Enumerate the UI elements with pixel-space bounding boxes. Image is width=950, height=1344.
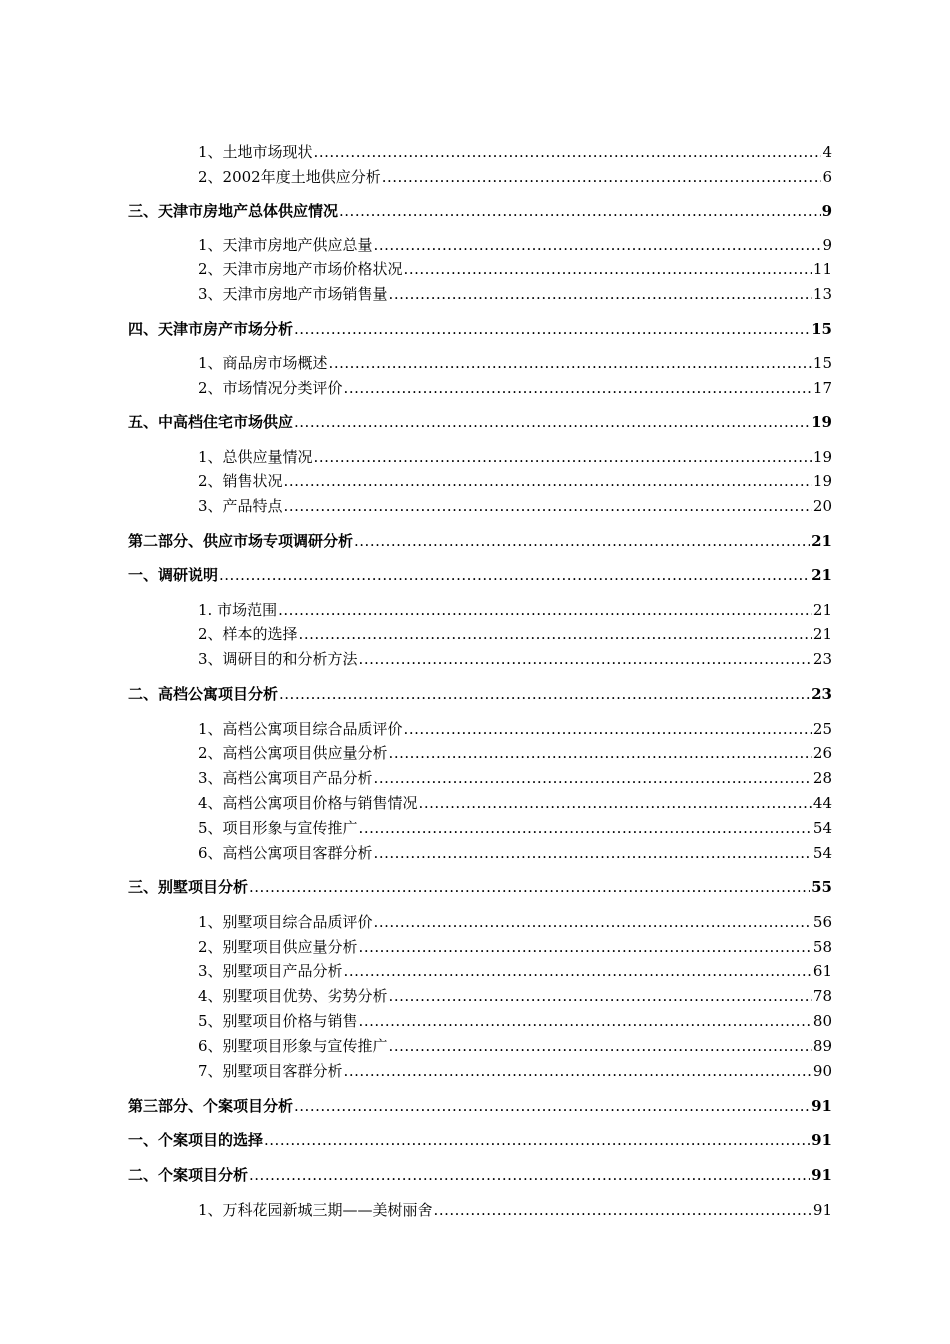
toc-entry-page-number: 17 — [812, 379, 832, 397]
toc-entry-title: 一、调研说明 — [128, 566, 219, 584]
toc-entry-page-number: 20 — [812, 497, 832, 515]
toc-entry[interactable] — [198, 936, 832, 958]
toc-entry-title: 二、个案项目分析 — [128, 1166, 249, 1184]
toc-entry[interactable] — [198, 842, 832, 864]
toc-entry[interactable] — [198, 1035, 832, 1057]
toc-entry-page-number: 28 — [812, 769, 832, 787]
toc-entry-title: 1、天津市房地产供应总量 — [198, 236, 373, 254]
toc-entry-page-number: 90 — [812, 1062, 832, 1080]
toc-dot-leader — [264, 1129, 810, 1151]
toc-entry[interactable] — [198, 985, 832, 1007]
toc-dot-leader — [389, 985, 812, 1007]
toc-entry-page-number: 19 — [812, 472, 832, 490]
toc-dot-leader — [294, 411, 810, 433]
toc-entry-page-number: 13 — [812, 285, 832, 303]
toc-entry-title: 1、土地市场现状 — [198, 143, 313, 161]
toc-entry-title: 1、别墅项目综合品质评价 — [198, 913, 373, 931]
toc-entry[interactable] — [128, 318, 832, 340]
toc-entry[interactable] — [198, 446, 832, 468]
toc-entry-page-number: 11 — [812, 260, 832, 278]
toc-dot-leader — [344, 377, 812, 399]
toc-dot-leader — [404, 258, 812, 280]
toc-entry-page-number: 21 — [811, 566, 832, 584]
toc-entry[interactable] — [198, 599, 832, 621]
toc-entry-title: 5、项目形象与宣传推广 — [198, 819, 358, 837]
toc-entry-page-number: 15 — [811, 320, 832, 338]
toc-entry[interactable] — [198, 283, 832, 305]
toc-dot-leader — [359, 936, 812, 958]
toc-entry-page-number: 4 — [822, 143, 832, 161]
toc-entry-page-number: 15 — [812, 354, 832, 372]
toc-dot-leader — [284, 495, 812, 517]
toc-entry[interactable] — [128, 200, 832, 222]
toc-entry[interactable] — [128, 876, 832, 898]
toc-entry-page-number: 61 — [812, 962, 832, 980]
toc-entry-title: 1. 市场范围 — [198, 601, 278, 619]
toc-entry-page-number: 91 — [811, 1131, 832, 1149]
toc-entry-page-number: 91 — [812, 1201, 832, 1219]
toc-dot-leader — [294, 318, 810, 340]
toc-dot-leader — [359, 648, 812, 670]
toc-entry[interactable] — [198, 817, 832, 839]
toc-entry-title: 三、天津市房地产总体供应情况 — [128, 202, 339, 220]
toc-entry[interactable] — [198, 792, 832, 814]
toc-entry-title: 1、万科花园新城三期——美树丽舍 — [198, 1201, 433, 1219]
toc-entry-title: 2、市场情况分类评价 — [198, 379, 343, 397]
toc-entry-title: 7、别墅项目客群分析 — [198, 1062, 343, 1080]
toc-dot-leader — [314, 141, 822, 163]
toc-entry-title: 4、高档公寓项目价格与销售情况 — [198, 794, 418, 812]
toc-entry[interactable] — [198, 352, 832, 374]
toc-entry[interactable] — [198, 166, 832, 188]
toc-entry[interactable] — [128, 683, 832, 705]
toc-entry[interactable] — [198, 911, 832, 933]
toc-dot-leader — [354, 530, 810, 552]
toc-entry-page-number: 25 — [812, 720, 832, 738]
toc-entry-page-number: 19 — [811, 413, 832, 431]
toc-entry-title: 2、样本的选择 — [198, 625, 298, 643]
toc-entry-title: 6、别墅项目形象与宣传推广 — [198, 1037, 388, 1055]
toc-entry[interactable] — [128, 530, 832, 552]
toc-dot-leader — [382, 166, 822, 188]
toc-entry-title: 二、高档公寓项目分析 — [128, 685, 279, 703]
toc-entry-title: 四、天津市房产市场分析 — [128, 320, 294, 338]
toc-dot-leader — [249, 876, 810, 898]
toc-entry-title: 1、商品房市场概述 — [198, 354, 328, 372]
toc-entry-page-number: 54 — [812, 819, 832, 837]
toc-entry[interactable] — [198, 234, 832, 256]
toc-entry-title: 5、别墅项目价格与销售 — [198, 1012, 358, 1030]
toc-entry-page-number: 9 — [821, 202, 832, 220]
toc-dot-leader — [339, 200, 821, 222]
toc-entry[interactable] — [128, 564, 832, 586]
toc-entry-page-number: 80 — [812, 1012, 832, 1030]
toc-entry-page-number: 91 — [811, 1097, 832, 1115]
toc-dot-leader — [374, 234, 822, 256]
toc-entry-title: 2、销售状况 — [198, 472, 283, 490]
toc-entry-title: 6、高档公寓项目客群分析 — [198, 844, 373, 862]
toc-dot-leader — [404, 718, 812, 740]
toc-dot-leader — [219, 564, 810, 586]
toc-dot-leader — [389, 1035, 812, 1057]
toc-entry-title: 2、2002年度土地供应分析 — [198, 168, 381, 186]
toc-entry-page-number: 21 — [812, 625, 832, 643]
toc-dot-leader — [359, 1010, 812, 1032]
toc-entry[interactable] — [198, 258, 832, 280]
toc-entry-page-number: 78 — [812, 987, 832, 1005]
toc-entry-page-number: 58 — [812, 938, 832, 956]
toc-entry-title: 4、别墅项目优势、劣势分析 — [198, 987, 388, 1005]
toc-dot-leader — [359, 817, 812, 839]
toc-entry[interactable] — [198, 767, 832, 789]
toc-dot-leader — [249, 1164, 810, 1186]
toc-dot-leader — [419, 792, 812, 814]
toc-entry-title: 3、调研目的和分析方法 — [198, 650, 358, 668]
toc-dot-leader — [389, 283, 812, 305]
toc-entry[interactable] — [198, 1010, 832, 1032]
toc-entry[interactable] — [198, 1199, 832, 1221]
toc-entry-title: 2、高档公寓项目供应量分析 — [198, 744, 388, 762]
toc-entry-title: 3、天津市房地产市场销售量 — [198, 285, 388, 303]
toc-entry-page-number: 44 — [812, 794, 832, 812]
toc-entry-title: 五、中高档住宅市场供应 — [128, 413, 294, 431]
toc-entry[interactable] — [198, 960, 832, 982]
toc-entry-title: 2、别墅项目供应量分析 — [198, 938, 358, 956]
toc-entry[interactable] — [198, 742, 832, 764]
toc-entry[interactable] — [198, 718, 832, 740]
toc-entry-page-number: 21 — [812, 601, 832, 619]
toc-entry-page-number: 54 — [812, 844, 832, 862]
toc-entry-page-number: 26 — [812, 744, 832, 762]
toc-dot-leader — [374, 842, 812, 864]
toc-entry[interactable] — [198, 623, 832, 645]
toc-entry-title: 三、别墅项目分析 — [128, 878, 249, 896]
toc-entry[interactable] — [128, 1129, 832, 1151]
toc-entry-page-number: 89 — [812, 1037, 832, 1055]
toc-entry[interactable] — [198, 495, 832, 517]
toc-dot-leader — [344, 1060, 812, 1082]
toc-dot-leader — [389, 742, 812, 764]
toc-entry[interactable] — [198, 470, 832, 492]
toc-entry[interactable] — [198, 648, 832, 670]
toc-entry-title: 1、高档公寓项目综合品质评价 — [198, 720, 403, 738]
toc-entry-page-number: 21 — [811, 532, 832, 550]
toc-entry-title: 3、高档公寓项目产品分析 — [198, 769, 373, 787]
toc-entry-title: 3、别墅项目产品分析 — [198, 962, 343, 980]
toc-dot-leader — [344, 960, 812, 982]
toc-entry-title: 一、个案项目的选择 — [128, 1131, 264, 1149]
toc-entry[interactable] — [198, 141, 832, 163]
toc-entry-page-number: 55 — [811, 878, 832, 896]
toc-dot-leader — [278, 599, 812, 621]
toc-dot-leader — [284, 470, 812, 492]
toc-dot-leader — [314, 446, 812, 468]
toc-entry[interactable] — [198, 377, 832, 399]
toc-entry-title: 第三部分、个案项目分析 — [128, 1097, 294, 1115]
toc-entry[interactable] — [128, 1095, 832, 1117]
toc-entry[interactable] — [128, 411, 832, 433]
toc-entry-page-number: 56 — [812, 913, 832, 931]
toc-entry-title: 2、天津市房地产市场价格状况 — [198, 260, 403, 278]
toc-entry-title: 1、总供应量情况 — [198, 448, 313, 466]
toc-entry-title: 3、产品特点 — [198, 497, 283, 515]
toc-entry[interactable] — [198, 1060, 832, 1082]
toc-entry[interactable] — [128, 1164, 832, 1186]
toc-dot-leader — [279, 683, 810, 705]
toc-dot-leader — [299, 623, 812, 645]
toc-dot-leader — [374, 767, 812, 789]
toc-entry-page-number: 6 — [822, 168, 832, 186]
toc-entry-title: 第二部分、供应市场专项调研分析 — [128, 532, 354, 550]
toc-dot-leader — [294, 1095, 810, 1117]
toc-entry-page-number: 91 — [811, 1166, 832, 1184]
toc-dot-leader — [329, 352, 812, 374]
toc-dot-leader — [434, 1199, 812, 1221]
toc-entry-page-number: 23 — [812, 650, 832, 668]
toc-dot-leader — [374, 911, 812, 933]
toc-entry-page-number: 23 — [811, 685, 832, 703]
toc-entry-page-number: 9 — [822, 236, 832, 254]
toc-entry-page-number: 19 — [812, 448, 832, 466]
